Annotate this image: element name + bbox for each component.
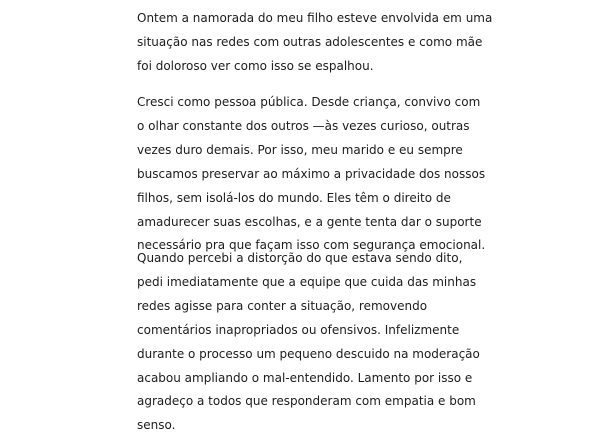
text-line: comentários inapropriados ou ofensivos. Infelizmente (137, 322, 460, 337)
text-line: filhos, sem isolá-los do mundo. Eles têm o direito de (137, 190, 451, 205)
text-line: necessário pra que façam isso com segurança emocional. (137, 238, 486, 253)
text-line: situação nas redes com outras adolescentes e como mãe (137, 34, 483, 49)
text-line: pedi imediatamente que a equipe que cuida das minhas (137, 274, 477, 289)
text-line: buscamos preservar ao máximo a privacidade dos nossos (137, 166, 486, 181)
text-line: Ontem a namorada do meu filho esteve envolvida em uma (137, 11, 493, 25)
text-line: vezes duro demais. Por isso, meu marido e eu sempre (137, 142, 463, 157)
text-line: Cresci como pessoa pública. Desde criança, convivo com (137, 95, 481, 109)
text-line: agradeço a todos que responderam com empatia e bom (137, 394, 476, 409)
text-line: senso. (137, 418, 176, 433)
paragraph-3 (137, 247, 480, 438)
text-line: durante o processo um pequeno descuido na moderação (137, 346, 480, 361)
text-line: Quando percebi a distorção do que estava sendo dito, (137, 251, 463, 265)
paragraph-1 (137, 7, 493, 79)
paragraph-2 (137, 91, 486, 258)
text-line: amadurecer suas escolhas, e a gente tenta dar o suporte (137, 214, 482, 229)
text-line: o olhar constante dos outros —às vezes curioso, outras (137, 118, 470, 133)
text-line: foi doloroso ver como isso se espalhou. (137, 58, 374, 73)
text-line: redes agisse para conter a situação, removendo (137, 298, 428, 313)
text-line: acabou ampliando o mal-entendido. Lamento por isso e (137, 370, 473, 385)
